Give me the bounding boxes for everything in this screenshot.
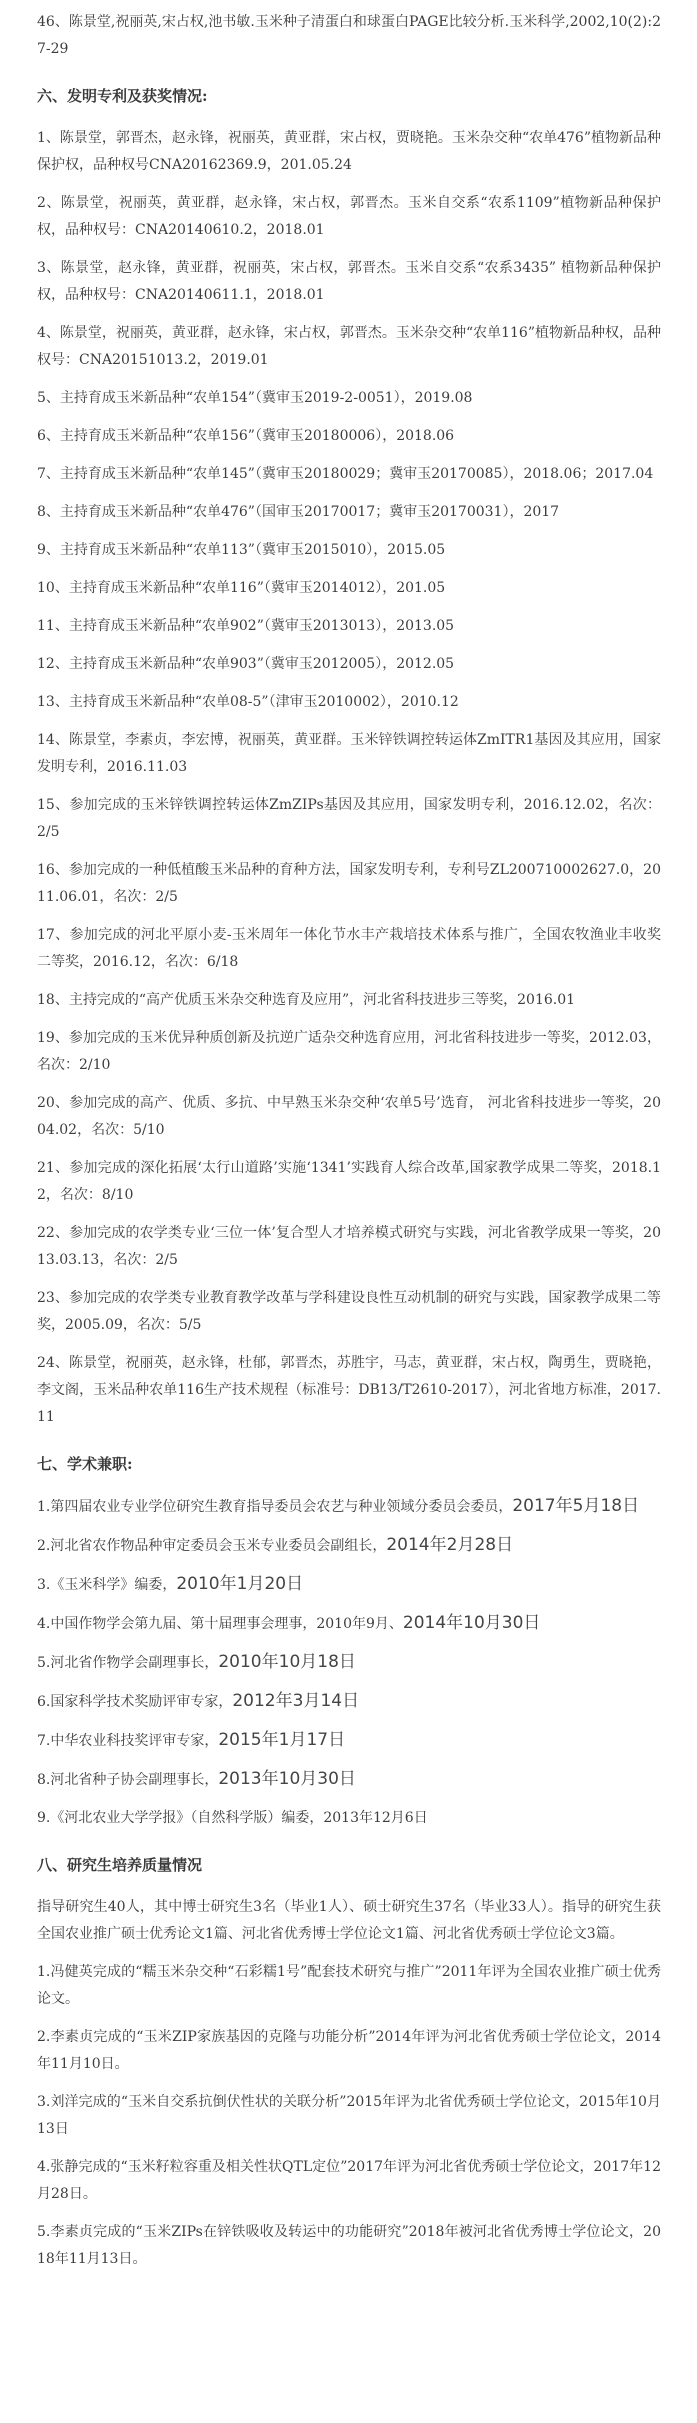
list-item: 9、主持育成玉米新品种“农单113”（冀审玉2015010），2015.05 xyxy=(37,542,446,558)
list-item: 4、陈景堂，祝丽英，黄亚群，赵永锋，宋占权，郭晋杰。玉米杂交种“农单116”植物新品种权，品种权号：CNA20151013.2，2019.01 xyxy=(37,325,661,368)
list-item: 22、参加完成的农学类专业‘三位一体’复合型人才培养模式研究与实践，河北省教学成果一等奖，2013.03.13，名次：2/5 xyxy=(37,1225,661,1268)
date-text: 2015年1月17日 xyxy=(218,1730,346,1750)
list-item: 18、主持完成的“高产优质玉米杂交种选育及应用”，河北省科技进步三等奖，2016.01 xyxy=(37,992,576,1008)
patents-list xyxy=(37,125,661,1431)
item-text: 2.河北省农作物品种审定委员会玉米专业委员会副组长， xyxy=(37,1538,387,1554)
list-item xyxy=(37,1571,661,1599)
list-item xyxy=(37,1649,661,1677)
list-item: 12、主持育成玉米新品种“农单903”（冀审玉2012005），2012.05 xyxy=(37,656,455,672)
list-item: 4.张静完成的“玉米籽粒容重及相关性状QTL定位”2017年评为河北省优秀硕士学位论文，2017年12月28日。 xyxy=(37,2159,661,2202)
section-graduate-training xyxy=(37,1853,661,2273)
item-text: 8.河北省种子协会副理事长， xyxy=(37,1772,219,1788)
list-item: 23、参加完成的农学类专业教育教学改革与学科建设良性互动机制的研究与实践，国家教学成果二等奖，2005.09，名次：5/5 xyxy=(37,1290,661,1333)
list-item: 5.李素贞完成的“玉米ZIPs在锌铁吸收及转运中的功能研究”2018年被河北省优秀博士学位论文，2018年11月13日。 xyxy=(37,2224,661,2267)
date-text: 2010年10月18日 xyxy=(218,1652,356,1672)
list-item: 11、主持育成玉米新品种“农单902”（冀审玉2013013），2013.05 xyxy=(37,618,455,634)
item-text: 6.国家科学技术奖励评审专家， xyxy=(37,1694,233,1710)
list-item: 7、主持育成玉米新品种“农单145”（冀审玉20180029；冀审玉20170085），2018.06；2017.04 xyxy=(37,466,654,482)
date-text: 2014年10月30日 xyxy=(402,1613,541,1633)
list-item: 1.冯健英完成的“糯玉米杂交种“石彩糯1号”配套技术研究与推广”2011年评为全国农业推广硕士优秀论文。 xyxy=(37,1964,661,2007)
list-item xyxy=(37,1610,661,1638)
graduate-thesis-list xyxy=(37,1959,661,2273)
section-academic-heading: 七、学术兼职: xyxy=(37,1455,133,1473)
list-item: 6、主持育成玉米新品种“农单156”（冀审玉20180006），2018.06 xyxy=(37,428,455,444)
section-students-heading: 八、研究生培养质量情况 xyxy=(37,1856,203,1874)
date-text: 2012年3月14日 xyxy=(232,1691,360,1711)
list-item: 3、陈景堂，赵永锋，黄亚群，祝丽英，宋占权，郭晋杰。玉米自交系“农系3435” 植物新品种保护权，品种权号：CNA20140611.1，2018.01 xyxy=(37,260,661,303)
section-patents-heading: 六、发明专利及获奖情况: xyxy=(37,87,208,105)
list-item xyxy=(37,1493,661,1521)
list-item: 2、陈景堂，祝丽英，黄亚群，赵永锋，宋占权，郭晋杰。玉米自交系“农系1109”植物新品种保护权，品种权号：CNA20140610.2，2018.01 xyxy=(37,195,661,238)
item-text: 3.《玉米科学》编委， xyxy=(37,1577,177,1593)
list-item xyxy=(37,1727,661,1755)
date-text: 2017年5月18日 xyxy=(512,1496,640,1516)
list-item: 5、主持育成玉米新品种“农单154”（冀审玉2019-2-0051），2019.08 xyxy=(37,390,473,406)
list-item xyxy=(37,1766,661,1794)
list-item: 14、陈景堂，李素贞，李宏博，祝丽英，黄亚群。玉米锌铁调控转运体ZmITR1基因及其应用，国家发明专利，2016.11.03 xyxy=(37,732,661,775)
list-item xyxy=(37,1688,661,1716)
list-item: 17、参加完成的河北平原小麦-玉米周年一体化节水丰产栽培技术体系与推广，全国农牧渔业丰收奖二等奖，2016.12，名次：6/18 xyxy=(37,927,661,970)
date-text: 2014年2月28日 xyxy=(386,1535,514,1555)
list-item: 2.李素贞完成的“玉米ZIP家族基因的克隆与功能分析”2014年评为河北省优秀硕士学位论文，2014年11月10日。 xyxy=(37,2029,661,2072)
list-item: 10、主持育成玉米新品种“农单116”（冀审玉2014012），201.05 xyxy=(37,580,446,596)
date-text: 2013年10月30日 xyxy=(218,1769,356,1789)
list-item xyxy=(37,1805,661,1832)
list-item: 13、主持育成玉米新品种“农单08-5”（津审玉2010002），2010.12 xyxy=(37,694,459,710)
section-patents-awards xyxy=(37,84,661,1431)
list-item: 19、参加完成的玉米优异种质创新及抗逆广适杂交种选育应用，河北省科技进步一等奖，2012.03，名次：2/10 xyxy=(37,1030,661,1073)
list-item: 15、参加完成的玉米锌铁调控转运体ZmZIPs基因及其应用，国家发明专利，2016.12.02，名次：2/5 xyxy=(37,797,661,840)
list-item: 3.刘洋完成的“玉米自交系抗倒伏性状的关联分析”2015年评为北省优秀硕士学位论文，2015年10月13日 xyxy=(37,2094,661,2137)
date-text: 2010年1月20日 xyxy=(176,1574,304,1594)
list-item: 16、参加完成的一种低植酸玉米品种的育种方法，国家发明专利，专利号ZL200710002627.0，2011.06.01，名次：2/5 xyxy=(37,862,661,905)
item-text: 7.中华农业科技奖评审专家， xyxy=(37,1733,219,1749)
section-academic-positions xyxy=(37,1452,661,1832)
list-item xyxy=(37,1532,661,1560)
list-item: 8、主持育成玉米新品种“农单476”（国审玉20170017；冀审玉20170031），2017 xyxy=(37,504,560,520)
item-text: 9.《河北农业大学学报》（自然科学版）编委，2013年12月6日 xyxy=(37,1810,428,1826)
list-item: 21、参加完成的深化拓展‘太行山道路’实施‘1341’实践育人综合改革,国家教学成果二等奖，2018.12，名次：8/10 xyxy=(37,1160,661,1203)
item-text: 4.中国作物学会第九届、第十届理事会理事，2010年9月、 xyxy=(37,1616,403,1632)
item-text: 5.河北省作物学会副理事长， xyxy=(37,1655,219,1671)
item-text: 1.第四届农业专业学位研究生教育指导委员会农艺与种业领域分委员会委员， xyxy=(37,1499,513,1515)
academic-positions-list xyxy=(37,1493,661,1832)
list-item: 24、陈景堂，祝丽英，赵永锋，杜郁，郭晋杰，苏胜宇，马志，黄亚群，宋占权，陶勇生，贾晓艳，李文阁，玉米品种农单116生产技术规程（标准号：DB13/T2610-2017），河北省地方标准，2017.11 xyxy=(37,1355,661,1425)
publication-list-item: 46、陈景堂,祝丽英,宋占权,池书敏.玉米种子清蛋白和球蛋白PAGE比较分析.玉米科学,2002,10(2):27-29 xyxy=(37,14,661,57)
graduate-training-intro: 指导研究生40人，其中博士研究生3名（毕业1人）、硕士研究生37名（毕业33人）。指导的研究生获全国农业推广硕士优秀论文1篇、河北省优秀博士学位论文1篇、河北省优秀硕士学位论文3篇。 xyxy=(37,1899,661,1942)
list-item: 1、陈景堂，郭晋杰，赵永锋，祝丽英，黄亚群，宋占权，贾晓艳。玉米杂交种“农单476”植物新品种保护权，品种权号CNA20162369.9，201.05.24 xyxy=(37,130,661,173)
list-item: 20、参加完成的高产、优质、多抗、中早熟玉米杂交种‘农单5号’选育， 河北省科技进步一等奖，2004.02，名次：5/10 xyxy=(37,1095,661,1138)
